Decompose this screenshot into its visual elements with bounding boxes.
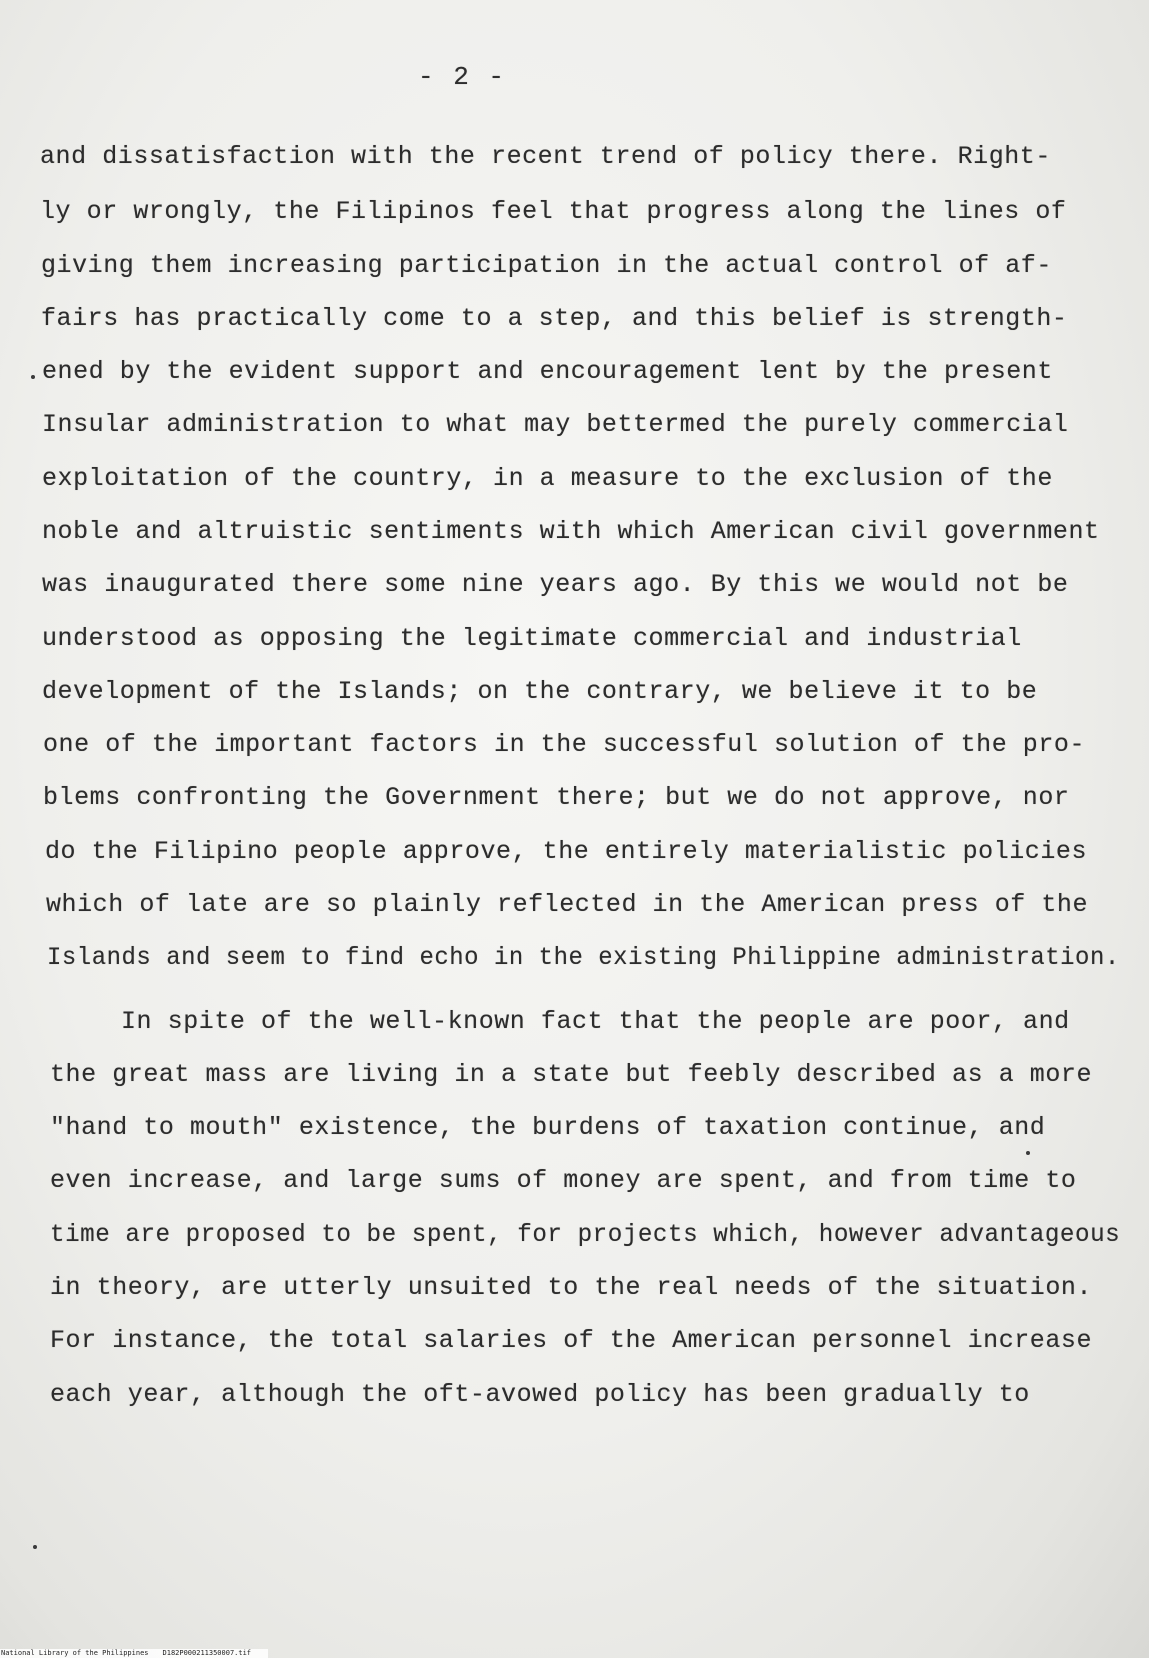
text-line: development of the Islands; on the contrary, we believe it to be xyxy=(42,677,1038,706)
text-line: even increase, and large sums of money are spent, and from time to xyxy=(50,1166,1077,1195)
text-line: ened by the evident support and encouragement lent by the present xyxy=(42,357,1053,386)
scan-source-label xyxy=(0,1649,268,1658)
library-name: National Library of the Philippines xyxy=(1,1649,149,1657)
text-line: the great mass are living in a state but feebly described as a more xyxy=(50,1060,1093,1089)
text-line: one of the important factors in the successful solution of the pro- xyxy=(43,730,1086,759)
text-line: blems confronting the Government there; but we do not approve, nor xyxy=(43,783,1070,812)
text-line: do the Filipino people approve, the entirely materialistic policies xyxy=(45,837,1088,866)
text-line: time are proposed to be spent, for projects which, however advantageous xyxy=(50,1220,1121,1249)
text-line: was inaugurated there some nine years ago. By this we would not be xyxy=(42,570,1069,599)
text-line: giving them increasing participation in the actual control of af- xyxy=(41,251,1052,280)
text-line: each year, although the oft-avowed policy has been gradually to xyxy=(50,1380,1030,1409)
margin-speck xyxy=(1026,1151,1030,1155)
text-line: exploitation of the country, in a measure to the exclusion of the xyxy=(42,464,1053,493)
text-line: "hand to mouth" existence, the burdens of taxation continue, and xyxy=(50,1113,1046,1142)
text-line: understood as opposing the legitimate commercial and industrial xyxy=(42,624,1022,653)
text-line: in theory, are utterly unsuited to the real needs of the situation. xyxy=(50,1273,1093,1302)
file-id: D182P000211350007.tif xyxy=(162,1649,252,1657)
text-line: which of late are so plainly reflected in the American press of the xyxy=(46,890,1089,919)
text-line: In spite of the well-known fact that the people are poor, and xyxy=(121,1007,1070,1036)
margin-speck xyxy=(33,1545,37,1549)
text-line: Islands and seem to find echo in the existing Philippine administration. xyxy=(47,943,1120,972)
text-line: and dissatisfaction with the recent trend of policy there. Right- xyxy=(40,142,1051,171)
text-line: fairs has practically come to a step, and this belief is strength- xyxy=(41,304,1068,333)
text-line: noble and altruistic sentiments with which American civil government xyxy=(42,517,1100,546)
text-line: ly or wrongly, the Filipinos feel that progress along the lines of xyxy=(40,197,1067,226)
page-number: - 2 - xyxy=(418,62,507,92)
text-line: Insular administration to what may bettermed the purely commercial xyxy=(42,410,1069,439)
margin-speck xyxy=(31,375,35,379)
text-line: For instance, the total salaries of the American personnel increase xyxy=(50,1326,1093,1355)
